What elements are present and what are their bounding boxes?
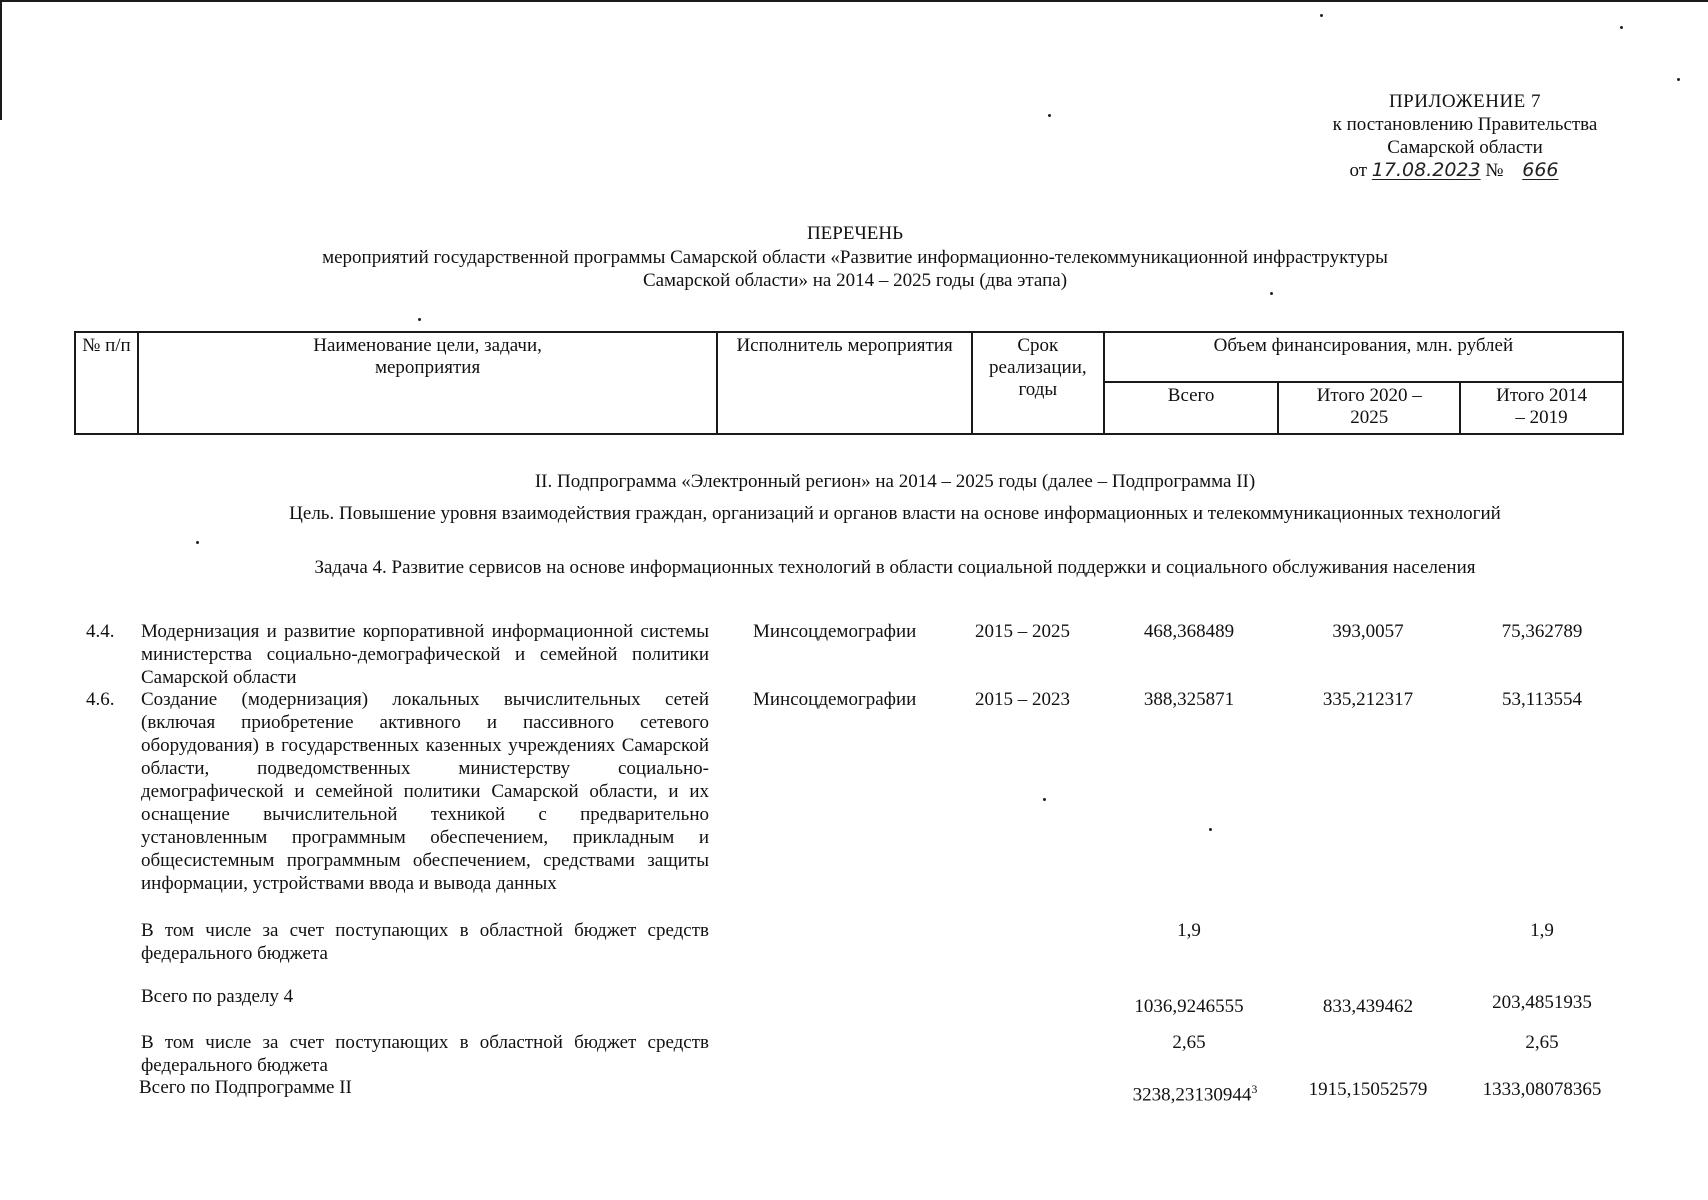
federal-budget-label: В том числе за счет поступающих в областной бюджет средств федерального бюджета — [141, 920, 709, 964]
section-total-2014-2019: 203,4851935 — [1492, 992, 1592, 1013]
goal-heading: Цель. Повышение уровня взаимодействия граждан, организаций и органов власти на основе информационных и телекоммуникационных технологий — [289, 503, 1501, 524]
footnote-mark: 3 — [1251, 1082, 1258, 1096]
handwritten-number: 666 — [1522, 159, 1559, 181]
table-header — [74, 331, 1624, 435]
subprogram-total-2014-2019: 1333,08078365 — [1482, 1079, 1602, 1100]
appendix-title: ПРИЛОЖЕНИЕ 7 — [1388, 91, 1542, 112]
document-subtitle-line: Самарской области» на 2014 – 2025 годы (два этапа) — [642, 270, 1068, 291]
row-name: Модернизация и развитие корпоративной информационной системы министерства социально-демографической и семейной политики Самарской области — [141, 621, 709, 688]
row-total: 468,368489 — [1143, 621, 1235, 642]
subprogram-total: 3238,23130944 — [1132, 1084, 1252, 1106]
row-number: 4.4. — [86, 621, 115, 642]
row-total-2014-2019: 53,113554 — [1501, 689, 1583, 710]
subprogram-total-cell — [1110, 1078, 1280, 1106]
scan-speck — [418, 318, 421, 321]
scan-speck — [196, 541, 199, 544]
task-heading: Задача 4. Развитие сервисов на основе информационных технологий в области социальной поддержки и социального обслуживания населения — [314, 557, 1476, 578]
row-period: 2015 – 2023 — [975, 689, 1070, 710]
federal-total: 1,9 — [1177, 920, 1201, 941]
row-period: 2015 – 2025 — [975, 621, 1070, 642]
section-total-2020-2025: 833,439462 — [1322, 996, 1414, 1017]
row-total-2020-2025: 393,0057 — [1332, 621, 1404, 642]
scan-speck — [1048, 114, 1051, 117]
row-total-2014-2019: 75,362789 — [1501, 621, 1583, 642]
federal-total-2014-2019: 2,65 — [1525, 1032, 1559, 1053]
subprogram-total-2020-2025: 1915,15052579 — [1308, 1079, 1428, 1100]
header-total: Всего — [1104, 382, 1279, 434]
approval-line: Самарской области — [1387, 137, 1543, 158]
subprogram-total-label: Всего по Подпрограмме II — [139, 1077, 352, 1098]
document-title: ПЕРЕЧЕНЬ — [806, 223, 904, 244]
scan-edge-top — [0, 0, 1708, 2]
row-total: 388,325871 — [1143, 689, 1235, 710]
header-total-2020-2025: Итого 2020 – 2025 — [1278, 382, 1460, 434]
row-executor: Минсоцдемографии — [753, 621, 917, 642]
number-prefix: № — [1485, 160, 1504, 181]
row-total-2020-2025: 335,212317 — [1322, 689, 1414, 710]
scan-speck — [1209, 828, 1212, 831]
scan-speck — [1620, 26, 1623, 29]
header-period: Срок реализации, годы — [972, 332, 1104, 434]
approval-block — [1300, 90, 1630, 182]
federal-budget-label: В том числе за счет поступающих в областной бюджет средств федерального бюджета — [141, 1032, 709, 1076]
date-prefix: от — [1349, 160, 1368, 181]
header-name: Наименование цели, задачи, мероприятия — [138, 332, 717, 434]
approval-line: к постановлению Правительства — [1332, 114, 1598, 135]
federal-total-2014-2019: 1,9 — [1530, 920, 1554, 941]
section-total: 1036,9246555 — [1134, 996, 1244, 1017]
scan-speck — [1320, 14, 1323, 17]
header-num: № п/п — [75, 332, 138, 434]
scan-edge-left — [0, 0, 2, 120]
row-number: 4.6. — [86, 689, 115, 710]
scan-speck — [1043, 798, 1046, 801]
scan-speck — [1270, 292, 1273, 295]
header-funding: Объем финансирования, млн. рублей — [1104, 332, 1623, 382]
row-name: Создание (модернизация) локальных вычислительных сетей (включая приобретение активного и пассивного сетевого оборудования) в государственных казенных учреждениях Самарской области, подведомственных министерству социально-демографической и семейной политики Самарской области, и их оснащение вычислительной техникой с предварительно установленным программным обеспечением, прикладным и общесистемным программным обеспечением, средствами защиты информации, устройствами ввода и вывода данных — [141, 689, 709, 894]
scan-speck — [1677, 78, 1680, 81]
approval-date-line — [1300, 159, 1630, 182]
section-total-label: Всего по разделу 4 — [141, 986, 294, 1007]
row-executor: Минсоцдемографии — [753, 689, 917, 710]
header-executor: Исполнитель мероприятия — [717, 332, 972, 434]
handwritten-date: 17.08.2023 — [1371, 159, 1481, 181]
subprogram-heading: II. Подпрограмма «Электронный регион» на 2014 – 2025 годы (далее – Подпрограмма II) — [534, 471, 1256, 492]
federal-total: 2,65 — [1172, 1032, 1206, 1053]
document-subtitle-line: мероприятий государственной программы Самарской области «Развитие информационно-телекоммуникационной инфраструктуры — [322, 247, 1388, 268]
header-total-2014-2019: Итого 2014 – 2019 — [1460, 382, 1623, 434]
